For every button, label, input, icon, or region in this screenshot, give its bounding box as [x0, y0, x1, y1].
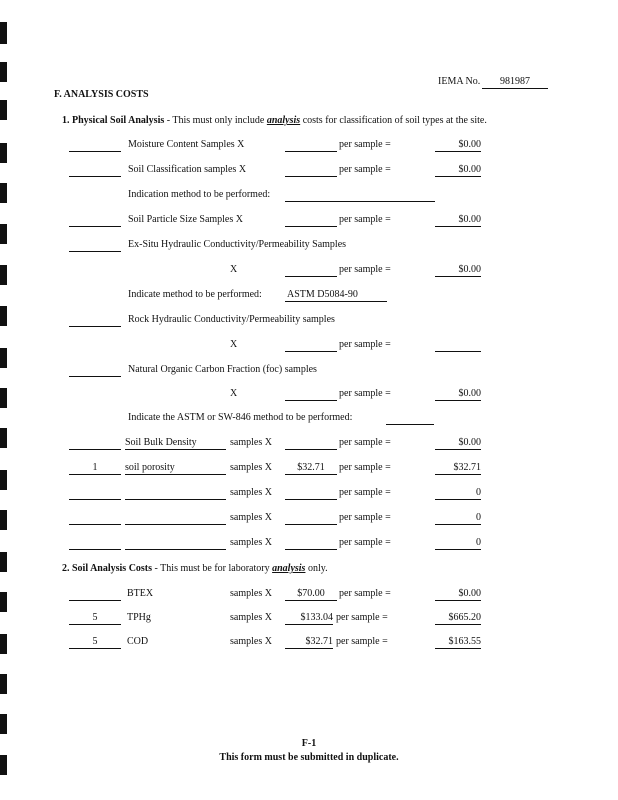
other-row-name-field[interactable]	[125, 537, 226, 550]
soil-row-per: per sample =	[336, 612, 388, 623]
other-row-per: per sample =	[339, 512, 391, 523]
foc-rate-field[interactable]	[285, 388, 337, 401]
other-row-name-field[interactable]	[125, 437, 226, 450]
other-row-per: per sample =	[339, 537, 391, 548]
classification-per: per sample =	[339, 164, 391, 175]
particle-per: per sample =	[339, 214, 391, 225]
exsitu-count-field[interactable]	[69, 239, 121, 252]
other-row-count-field[interactable]	[69, 512, 121, 525]
soil-row-total: $163.55	[448, 636, 481, 647]
soil-row-count-field[interactable]	[69, 636, 121, 649]
other-row-rate-field[interactable]	[285, 462, 337, 475]
soil-row-count-field[interactable]	[69, 588, 121, 601]
rock-count-field[interactable]	[69, 314, 121, 327]
soil-row-rate: $70.00	[297, 588, 325, 599]
other-row-rate-field[interactable]	[285, 512, 337, 525]
moisture-total: $0.00	[458, 139, 481, 150]
soil-row-rate-field[interactable]	[285, 588, 337, 601]
soil-row-count-field[interactable]	[69, 612, 121, 625]
soil-row-samples-x: samples X	[230, 636, 272, 647]
iema-number: 981987	[500, 76, 530, 87]
other-row-count: 1	[92, 462, 98, 473]
foc-total: $0.00	[458, 388, 481, 399]
iema-label: IEMA No.	[438, 76, 481, 87]
indication-method-field[interactable]	[285, 189, 435, 202]
foc-total-field[interactable]	[435, 388, 481, 401]
foc-count-field[interactable]	[69, 364, 121, 377]
moisture-rate-field[interactable]	[285, 139, 337, 152]
rock-label: Rock Hydraulic Conductivity/Permeability samples	[128, 314, 335, 325]
classification-count-field[interactable]	[69, 164, 121, 177]
soil-heading	[62, 563, 328, 575]
other-row-per: per sample =	[339, 487, 391, 498]
footer-note: This form must be submitted in duplicate.	[219, 752, 399, 763]
physical-heading-post: costs for classification of soil types at the site.	[300, 115, 487, 126]
rock-total-field[interactable]	[435, 339, 481, 352]
moisture-label: Moisture Content Samples X	[128, 139, 245, 150]
rock-per: per sample =	[339, 339, 391, 350]
other-row-samples-x: samples X	[230, 487, 272, 498]
soil-row-total: $0.00	[458, 588, 481, 599]
moisture-per: per sample =	[339, 139, 391, 150]
soil-row-name: BTEX	[127, 588, 154, 599]
exsitu-method-field[interactable]	[285, 289, 387, 302]
particle-total-field[interactable]	[435, 214, 481, 227]
astm-method-field[interactable]	[386, 412, 434, 425]
classification-rate-field[interactable]	[285, 164, 337, 177]
astm-label: Indicate the ASTM or SW-846 method to be performed:	[128, 412, 353, 423]
other-row-count-field[interactable]	[69, 462, 121, 475]
exsitu-method-value: ASTM D5084-90	[287, 289, 358, 300]
soil-row-name: COD	[127, 636, 149, 647]
soil-heading-bold: 2. Soil Analysis Costs	[62, 563, 153, 574]
iema-number-field[interactable]	[482, 76, 548, 89]
soil-row-total-field[interactable]	[435, 588, 481, 601]
exsitu-rate-field[interactable]	[285, 264, 337, 277]
exsitu-x: X	[230, 264, 238, 275]
other-row-name: soil porosity	[125, 462, 175, 473]
other-row-rate: $32.71	[297, 462, 325, 473]
other-row-samples-x: samples X	[230, 437, 272, 448]
particle-rate-field[interactable]	[285, 214, 337, 227]
other-row-rate-field[interactable]	[285, 487, 337, 500]
other-row-total: 0	[476, 537, 481, 548]
exsitu-method-label: Indicate method to be performed:	[128, 289, 262, 300]
classification-total-field[interactable]	[435, 164, 481, 177]
physical-heading	[62, 115, 487, 127]
moisture-count-field[interactable]	[69, 139, 121, 152]
soil-row-total: $665.20	[448, 612, 481, 623]
other-row-total-field[interactable]	[435, 512, 481, 525]
physical-heading-bold: 1. Physical Soil Analysis	[62, 115, 165, 126]
other-row-total-field[interactable]	[435, 537, 481, 550]
foc-label: Natural Organic Carbon Fraction (foc) samples	[128, 364, 317, 375]
other-row-rate-field[interactable]	[285, 437, 337, 450]
exsitu-total: $0.00	[458, 264, 481, 275]
classification-label: Soil Classification samples X	[128, 164, 247, 175]
other-row-name-field[interactable]	[125, 462, 226, 475]
particle-count-field[interactable]	[69, 214, 121, 227]
soil-row-total-field[interactable]	[435, 612, 481, 625]
particle-total: $0.00	[458, 214, 481, 225]
exsitu-per: per sample =	[339, 264, 391, 275]
other-row-samples-x: samples X	[230, 512, 272, 523]
physical-heading-pre: - This must only include	[164, 115, 267, 126]
other-row-total-field[interactable]	[435, 462, 481, 475]
soil-row-rate-field[interactable]	[285, 612, 333, 625]
soil-row-rate: $133.04	[300, 612, 333, 623]
other-row-count-field[interactable]	[69, 487, 121, 500]
other-row-name-field[interactable]	[125, 512, 226, 525]
soil-heading-post: only.	[305, 563, 328, 574]
indication-label: Indication method to be performed:	[128, 189, 271, 200]
soil-row-count: 5	[92, 612, 98, 623]
other-row-total: $32.71	[453, 462, 481, 473]
other-row-total: 0	[476, 487, 481, 498]
soil-row-per: per sample =	[336, 636, 388, 647]
other-row-count-field[interactable]	[69, 537, 121, 550]
soil-heading-pre: - This must be for laboratory	[152, 563, 273, 574]
soil-row-rate: $32.71	[305, 636, 333, 647]
classification-total: $0.00	[458, 164, 481, 175]
soil-row-samples-x: samples X	[230, 588, 272, 599]
other-row-total: 0	[476, 512, 481, 523]
exsitu-label: Ex-Situ Hydraulic Conductivity/Permeability Samples	[128, 239, 347, 250]
exsitu-total-field[interactable]	[435, 264, 481, 277]
foc-per: per sample =	[339, 388, 391, 399]
other-row-name-field[interactable]	[125, 487, 226, 500]
foc-x: X	[230, 388, 238, 399]
other-row-total-field[interactable]	[435, 437, 481, 450]
page-number: F-1	[301, 738, 317, 749]
other-row-total-field[interactable]	[435, 487, 481, 500]
soil-row-rate-field[interactable]	[285, 636, 333, 649]
other-row-samples-x: samples X	[230, 462, 272, 473]
moisture-total-field[interactable]	[435, 139, 481, 152]
soil-row-name: TPHg	[127, 612, 151, 623]
other-row-per: per sample =	[339, 437, 391, 448]
soil-heading-em: analysis	[272, 563, 306, 574]
other-row-name: Soil Bulk Density	[125, 437, 197, 448]
other-row-per: per sample =	[339, 462, 391, 473]
soil-row-per: per sample =	[339, 588, 391, 599]
other-row-samples-x: samples X	[230, 537, 272, 548]
rock-rate-field[interactable]	[285, 339, 337, 352]
section-title: F. ANALYSIS COSTS	[54, 89, 149, 100]
particle-label: Soil Particle Size Samples X	[128, 214, 243, 225]
other-row-count-field[interactable]	[69, 437, 121, 450]
soil-row-samples-x: samples X	[230, 612, 272, 623]
physical-heading-em: analysis	[266, 115, 301, 126]
soil-row-count: 5	[92, 636, 98, 647]
soil-row-total-field[interactable]	[435, 636, 481, 649]
rock-x: X	[230, 339, 238, 350]
other-row-total: $0.00	[458, 437, 481, 448]
other-row-rate-field[interactable]	[285, 537, 337, 550]
